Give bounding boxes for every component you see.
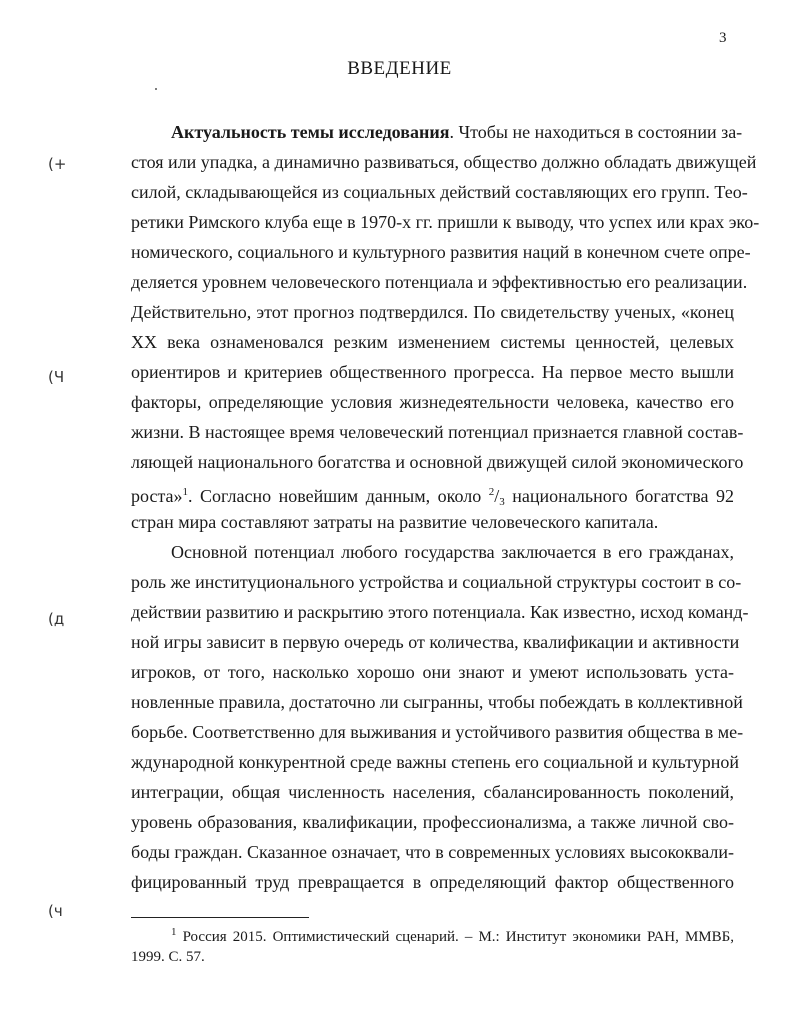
text-line: силой, складывающейся из социальных действий составляющих его групп. Тео- [131, 182, 748, 202]
text-line: XX века ознаменовался резким изменением системы ценностей, целевых [131, 332, 734, 352]
bold-lead: Актуальность темы исследования [171, 122, 450, 142]
text-line: номического, социального и культурного развития наций в конечном счете опре- [131, 242, 751, 262]
footnote-reference: 1 [182, 486, 189, 498]
text-line [131, 481, 734, 508]
fraction-separator: / [494, 486, 500, 506]
text-line: факторы, определяющие условия жизнедеятельности человека, качество его [131, 392, 734, 412]
text-line: боды граждан. Сказанное означает, что в современных условиях высококвали- [131, 842, 735, 862]
text-line: уровень образования, квалификации, профессионализма, а также личной сво- [131, 812, 734, 832]
text-line: игроков, от того, насколько хорошо они знают и умеют использовать уста- [131, 662, 734, 682]
text-line: ляющей национального богатства и основной движущей силой экономического [131, 452, 744, 472]
line-rest: . Чтобы не находиться в состоянии за- [449, 122, 743, 142]
text-line: действии развитию и раскрытию этого потенциала. Как известно, исход команд- [131, 602, 749, 622]
page-number: 3 [719, 30, 727, 46]
text-line: Действительно, этот прогноз подтвердился. По свидетельству ученых, «конец [131, 302, 734, 322]
footnote-divider [131, 917, 309, 918]
footnote-marker: 1 [171, 926, 177, 938]
text-line: жизни. В настоящее время человеческий потенциал признается главной состав- [131, 422, 744, 442]
text-line: новленные правила, достаточно ли сыгранны, чтобы побеждать в коллективной [131, 692, 743, 712]
text-line: ориентиров и критериев общественного прогресса. На первое место вышли [131, 362, 734, 382]
page-title: ВВЕДЕНИЕ [347, 58, 452, 79]
text-line: борьбе. Соответственно для выживания и устойчивого развития общества в ме- [131, 722, 744, 742]
text-line: стран мира составляют затраты на развитие человеческого капитала. [131, 512, 659, 532]
margin-mark: (д [48, 610, 65, 628]
stray-dot [155, 88, 157, 90]
text-line: ждународной конкурентной среде важны степень его социальной и культурной [131, 752, 739, 772]
fraction-denominator: 3 [499, 496, 505, 508]
fraction-numerator: 2 [488, 486, 495, 498]
text-line: интеграции, общая численность населения, сбалансированность поколений, [131, 782, 734, 802]
text-line: Основной потенциал любого государства заключается в его гражданах, [171, 542, 734, 562]
margin-mark: (+ [48, 155, 67, 173]
footnote-text: Россия 2015. Оптимистический сценарий. – М.: Институт экономики РАН, ММВБ, [176, 929, 734, 945]
text-line: ретики Римского клуба еще в 1970-х гг. пришли к выводу, что успех или крах эко- [131, 212, 760, 232]
text-segment: . Согласно новейшим данным, около [188, 486, 489, 506]
margin-mark: (ч [48, 902, 63, 920]
text-line [171, 121, 743, 143]
text-line: ной игры зависит в первую очередь от количества, квалификации и активности [131, 632, 740, 652]
text-line: фицированный труд превращается в определяющий фактор общественного [131, 872, 734, 892]
fraction [489, 486, 505, 506]
text-segment: роста» [131, 486, 183, 506]
text-line: стоя или упадка, а динамично развиваться, общество должно обладать движущей [131, 152, 757, 172]
text-line: деляется уровнем человеческого потенциала и эффективностью его реализации. [131, 272, 748, 292]
text-line: роль же институционального устройства и социальной структуры состоит в со- [131, 572, 742, 592]
margin-mark: (Ч [48, 368, 65, 386]
footnote-line: 1999. С. 57. [131, 949, 205, 965]
footnote-line [171, 928, 734, 946]
text-segment: национального богатства 92 [504, 486, 734, 506]
